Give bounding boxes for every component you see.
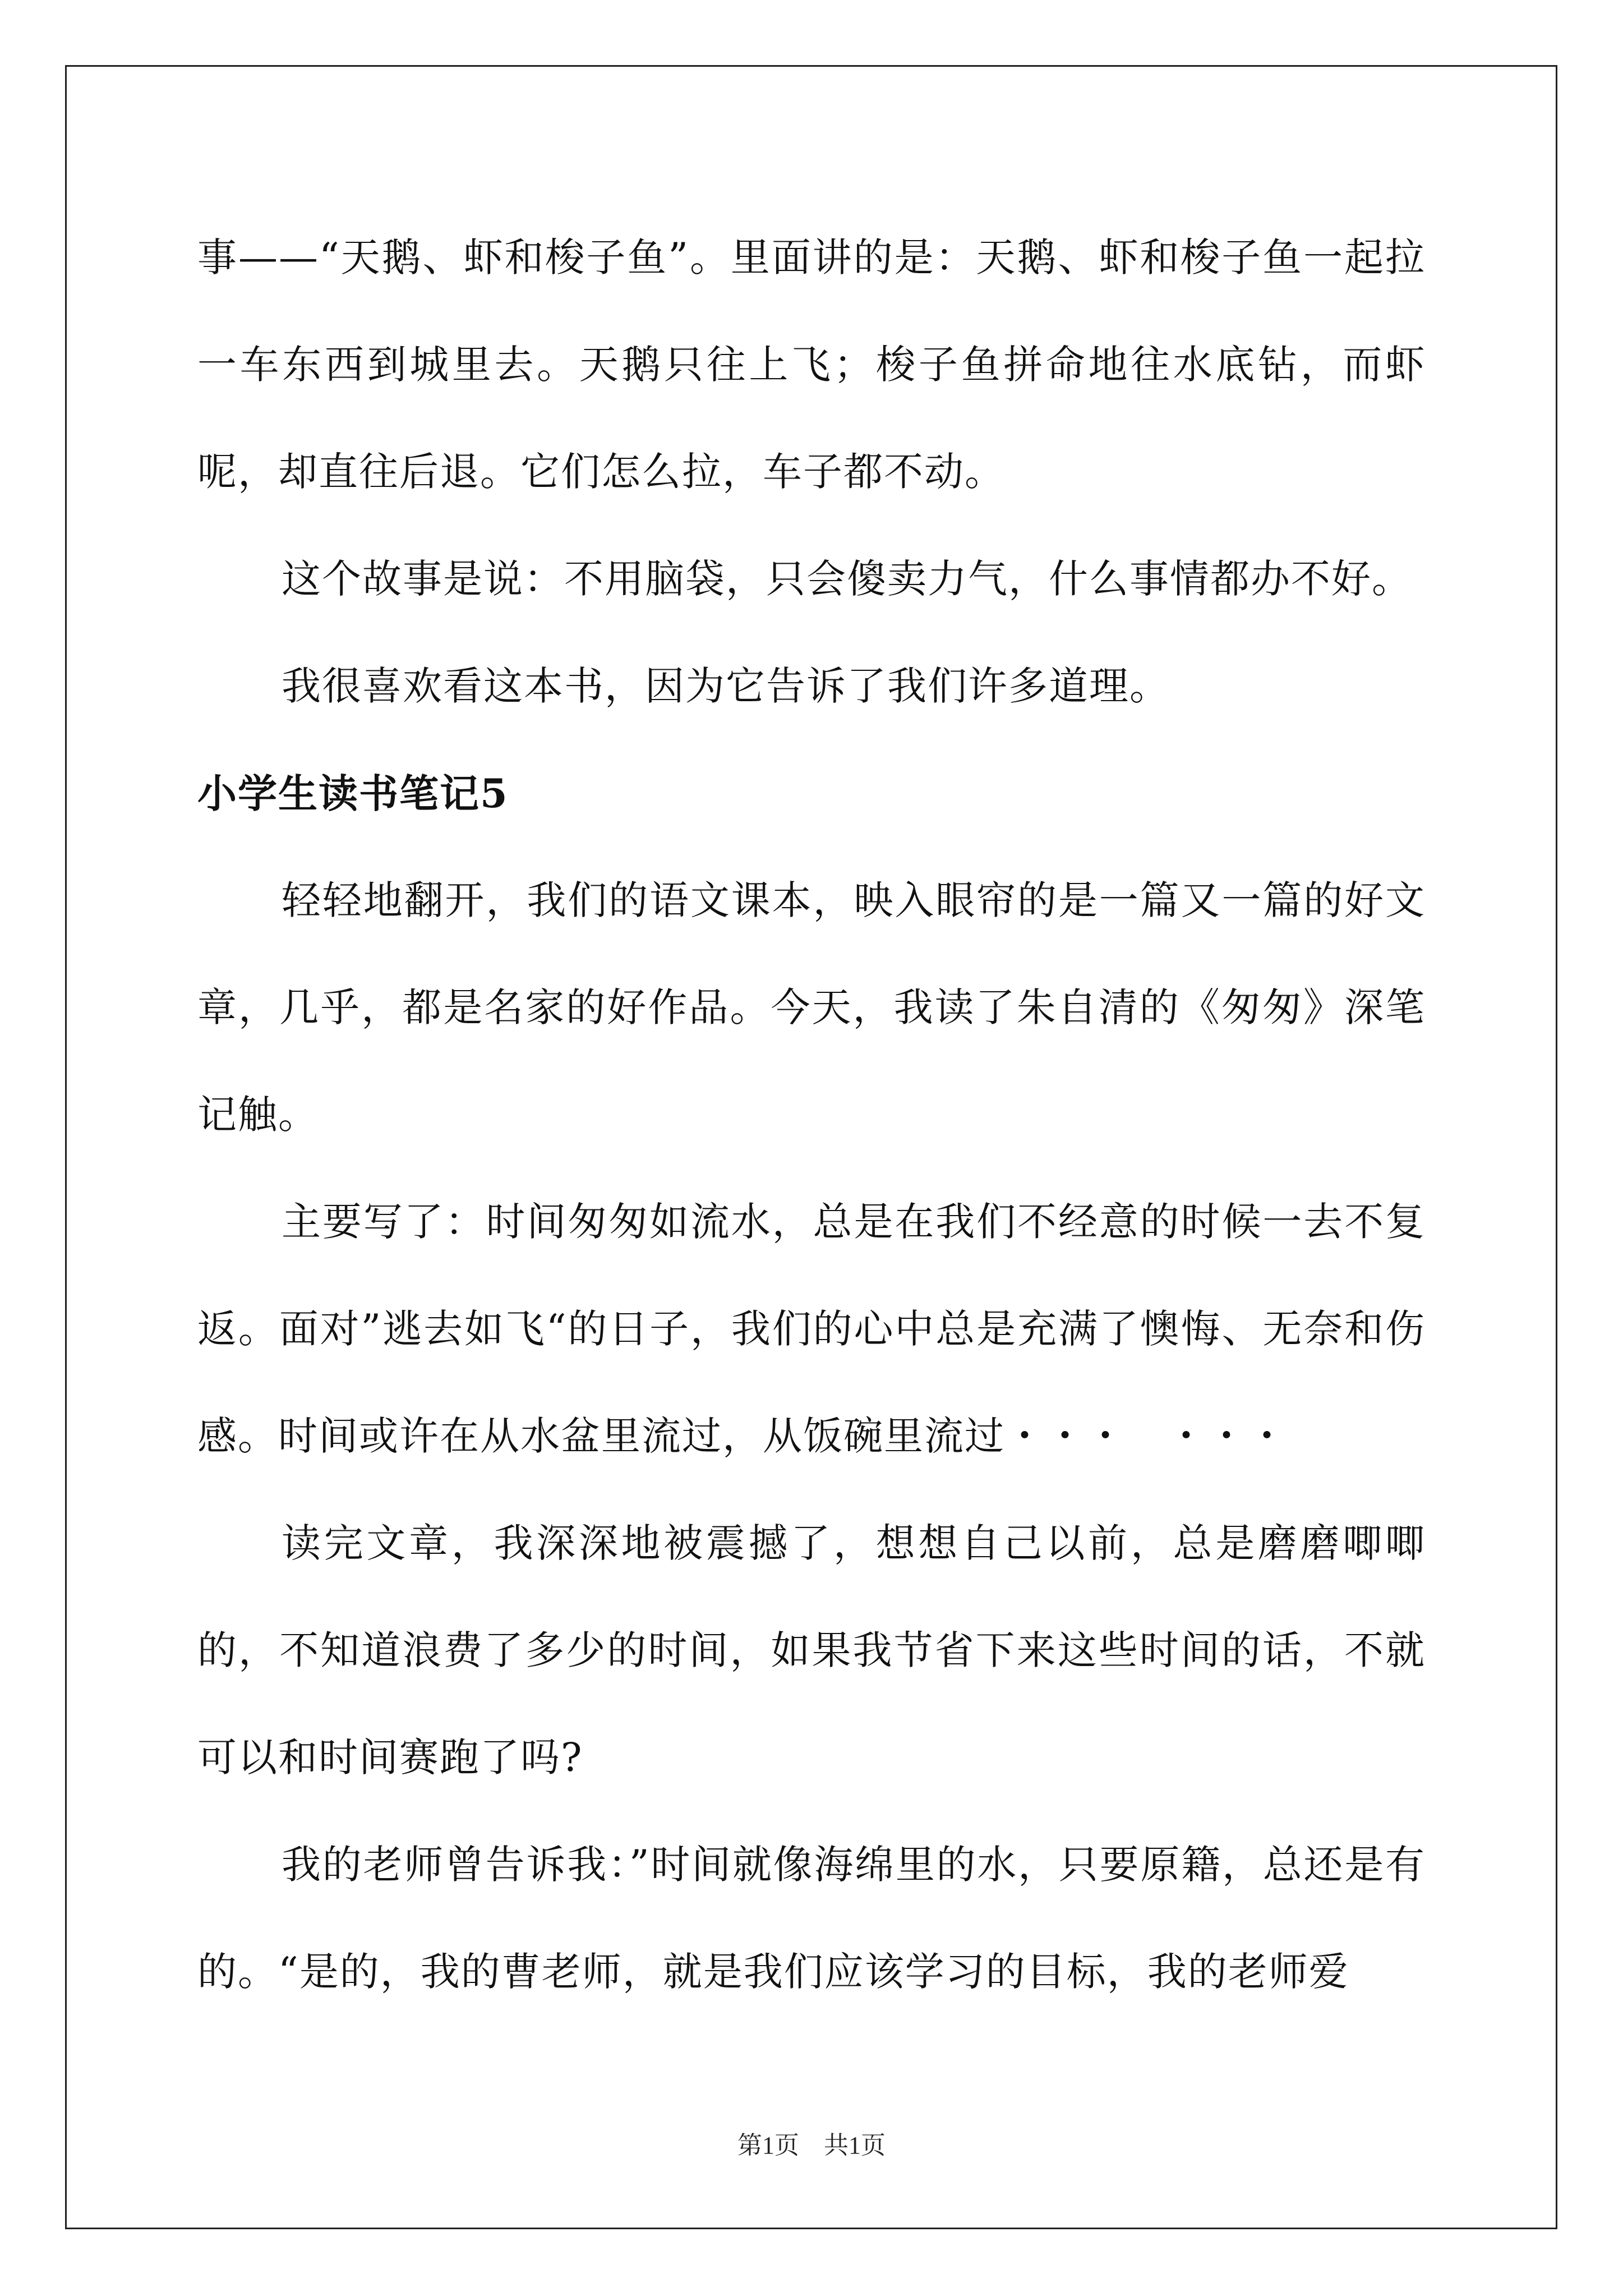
paragraph-like-book: 我很喜欢看这本书，因为它告诉了我们许多道理。 <box>282 663 1170 709</box>
paragraph-teacher-quote: 我的老师曾告诉我：”时间就像海绵里的水，只要原籍，总还是有的。“是的，我的曹老师，就是我们应该学习的目标，我的老师爱 <box>197 1842 1426 1995</box>
page-number-footer: 第1页 共1页 <box>737 2132 886 2159</box>
paragraph-open-textbook: 轻轻地翻开，我们的语文课本，映入眼帘的是一篇又一篇的好文章，几乎，都是名家的好作品。今天，我读了朱自清的《匆匆》深笔记触。 <box>197 877 1426 1138</box>
paragraph-continued-story: 事——“天鹅、虾和梭子鱼”。里面讲的是：天鹅、虾和梭子鱼一起拉一车东西到城里去。天鹅只往上飞；梭子鱼拼命地往水底钻，而虾呢，却直往后退。它们怎么拉，车子都不动。 <box>197 234 1426 495</box>
section-heading: 小学生读书笔记5 <box>197 770 509 817</box>
paragraph-main-idea: 主要写了：时间匆匆如流水，总是在我们不经意的时候一去不复返。面对”逃去如飞“的日子，我们的心中总是充满了懊悔、无奈和伤感。时间或许在从水盆里流过，从饭碗里流过・・・ ・・・ <box>197 1199 1426 1459</box>
paragraph-story-meaning: 这个故事是说：不用脑袋，只会傻卖力气，什么事情都办不好。 <box>282 556 1412 602</box>
paragraph-reflection: 读完文章，我深深地被震撼了，想想自己以前，总是磨磨唧唧的，不知道浪费了多少的时间，如果我节省下来这些时间的话，不就可以和时间赛跑了吗? <box>197 1520 1426 1780</box>
document-body <box>197 204 1426 2026</box>
